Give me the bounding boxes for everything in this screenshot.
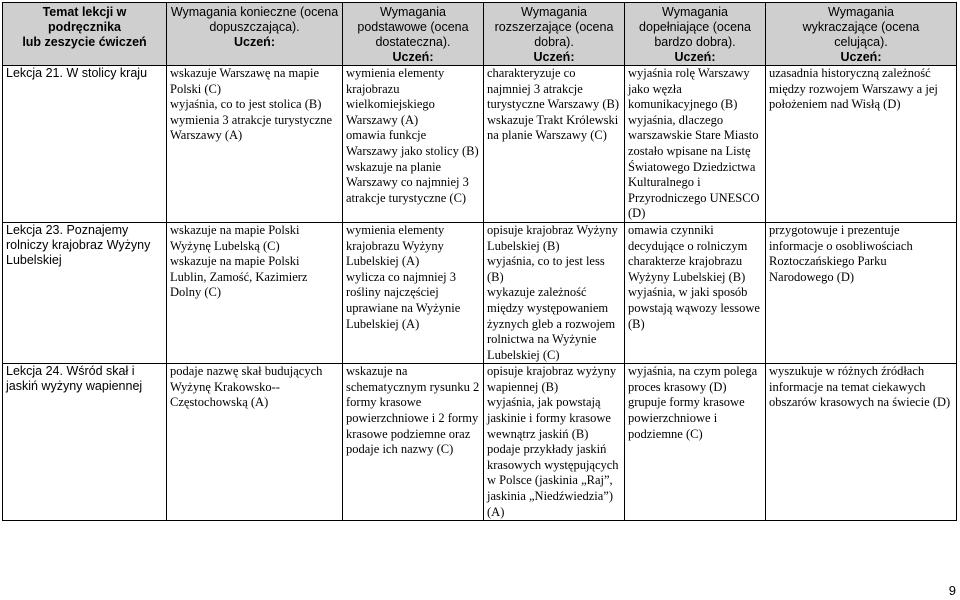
page-number: 9 xyxy=(948,583,956,598)
header-topic xyxy=(3,3,167,66)
requirements-cell-podstawowe xyxy=(343,222,484,363)
requirements-cell-rozszerzajace xyxy=(484,66,625,223)
requirements-cell-konieczne xyxy=(167,364,343,521)
lesson-topic: Lekcja 21. W stolicy kraju xyxy=(3,66,167,223)
requirement-item: przygotowuje i prezentuje informacje o osobliwościach Roztoczańskiego Parku Narodowego (D) xyxy=(769,222,913,284)
requirement-item: wyjaśnia, co to jest stolica (B) xyxy=(170,97,322,112)
requirement-item: uzasadnia historyczną zależność między rozwojem Warszawy a jej położeniem nad Wisłą (D) xyxy=(769,66,938,112)
requirement-item: wyjaśnia, w jaki sposób powstają wąwozy lessowe (B) xyxy=(628,285,760,331)
header-konieczne-line-2: dopuszczająca). xyxy=(209,20,300,34)
header-row xyxy=(3,3,957,66)
header-wykraczajace-line-3: celująca). xyxy=(834,35,888,49)
header-konieczne-line-1: Wymagania konieczne (ocena xyxy=(170,5,339,19)
header-konieczne xyxy=(167,3,343,66)
requirement-item: grupuje formy krasowe powierzchniowe i podziemne (C) xyxy=(628,395,745,441)
requirement-item: podaje przykłady jaskiń krasowych występujących w Polsce (jaskinia „Raj”, jaskinia „Niedźwiedzia”) (A) xyxy=(487,442,619,519)
header-dopelniajace-line-2: dopełniające (ocena xyxy=(639,20,751,34)
header-wykraczajace-line-2: wykraczające (ocena xyxy=(802,20,920,34)
requirement-item: wskazuje na planie Warszawy co najmniej 3 atrakcje turystyczne (C) xyxy=(346,159,469,205)
requirement-item: wymienia elementy krajobrazu Wyżyny Lubelskiej (A) xyxy=(346,222,445,269)
lesson-topic: Lekcja 24. Wśród skał i jaskiń wyżyny wapiennej xyxy=(3,364,167,521)
requirement-item: opisuje krajobraz Wyżyny Lubelskiej (B) xyxy=(487,222,618,253)
requirement-item: wskazuje na mapie Polski Lublin, Zamość, Kazimierz Dolny (C) xyxy=(170,254,308,300)
requirement-item: opisuje krajobraz wyżyny wapiennej (B) xyxy=(487,364,617,394)
header-rozszerzajace-line-3: dobra). xyxy=(534,35,574,49)
header-topic-line-1: Temat lekcji w podręcznika xyxy=(42,5,127,34)
requirement-item: wskazuje na mapie Polski Wyżynę Lubelską (C) xyxy=(170,222,300,253)
header-podstawowe-line-2: podstawowe (ocena xyxy=(357,20,469,34)
requirements-cell-dopelniajace xyxy=(625,364,766,521)
requirement-item: wylicza co najmniej 3 rośliny najczęściej uprawiane na Wyżynie Lubelskiej (A) xyxy=(346,269,461,331)
header-podstawowe xyxy=(343,3,484,66)
header-podstawowe-line-1: Wymagania xyxy=(380,5,446,19)
requirement-item: wyjaśnia, na czym polega proces krasowy (D) xyxy=(628,364,758,394)
header-podstawowe-line-3: dostateczna). xyxy=(375,35,451,49)
requirement-item: wyjaśnia, jak powstają jaskinie i formy krasowe wewnątrz jaskiń (B) xyxy=(487,395,611,441)
table-row xyxy=(3,222,957,363)
requirements-cell-konieczne xyxy=(167,66,343,223)
header-wykraczajace-uczen: Uczeń: xyxy=(840,50,882,64)
header-wykraczajace-line-1: Wymagania xyxy=(828,5,894,19)
header-rozszerzajace xyxy=(484,3,625,66)
requirements-cell-wykraczajace xyxy=(766,364,957,521)
requirement-item: omawia funkcje Warszawy jako stolicy (B) xyxy=(346,128,479,158)
requirements-cell-dopelniajace xyxy=(625,222,766,363)
header-rozszerzajace-uczen: Uczeń: xyxy=(533,50,575,64)
requirements-cell-konieczne xyxy=(167,222,343,363)
requirement-item: wymienia 3 atrakcje turystyczne Warszawy (A) xyxy=(170,112,333,143)
table-row xyxy=(3,364,957,521)
requirement-item: wyjaśnia rolę Warszawy jako węzła komunikacyjnego (B) xyxy=(628,66,750,112)
header-wykraczajace xyxy=(766,3,957,66)
header-topic-line-2: lub zeszycie ćwiczeń xyxy=(22,35,147,49)
requirements-cell-podstawowe xyxy=(343,66,484,223)
requirement-item: wyjaśnia, dlaczego warszawskie Stare Miasto zostało wpisane na Listę Światowego Dziedzictwa Kulturalnego i Przyrodniczego UNESCO (D) xyxy=(628,112,760,221)
requirement-item: wyjaśnia, co to jest less (B) xyxy=(487,254,605,284)
requirements-cell-podstawowe xyxy=(343,364,484,521)
header-rozszerzajace-line-2: rozszerzające (ocena xyxy=(494,20,614,34)
requirement-item: podaje nazwę skał budujących Wyżynę Krakowsko--Częstochowską (A) xyxy=(170,364,323,410)
requirement-item: omawia czynniki decydujące o rolniczym charakterze krajobrazu Wyżyny Lubelskiej (B) xyxy=(628,222,748,284)
header-dopelniajace-line-1: Wymagania xyxy=(662,5,728,19)
requirements-table xyxy=(2,2,957,521)
header-dopelniajace-line-3: bardzo dobra). xyxy=(654,35,736,49)
requirements-cell-wykraczajace xyxy=(766,222,957,363)
requirement-item: charakteryzuje co najmniej 3 atrakcje turystyczne Warszawy (B) xyxy=(487,66,620,112)
requirement-item: wymienia elementy krajobrazu wielkomiejskiego Warszawy (A) xyxy=(346,66,445,127)
requirement-item: wskazuje Trakt Królewski na planie Warszawy (C) xyxy=(487,112,619,143)
requirements-cell-dopelniajace xyxy=(625,66,766,223)
requirements-cell-rozszerzajace xyxy=(484,364,625,521)
requirement-item: wskazuje na schematycznym rysunku 2 formy krasowe powierzchniowe i 2 formy krasowe podziemne oraz podaje ich nazwy (C) xyxy=(346,364,480,457)
table-row xyxy=(3,66,957,223)
requirement-item: wskazuje Warszawę na mapie Polski (C) xyxy=(170,66,320,96)
header-podstawowe-uczen: Uczeń: xyxy=(392,50,434,64)
requirement-item: wykazuje zależność między występowaniem żyznych gleb a rozwojem rolnictwa na Wyżynie Lubelskiej (C) xyxy=(487,285,616,362)
header-rozszerzajace-line-1: Wymagania xyxy=(521,5,587,19)
header-dopelniajace-uczen: Uczeń: xyxy=(674,50,716,64)
requirements-cell-rozszerzajace xyxy=(484,222,625,363)
requirements-cell-wykraczajace xyxy=(766,66,957,223)
lesson-topic: Lekcja 23. Poznajemy rolniczy krajobraz Wyżyny Lubelskiej xyxy=(3,222,167,363)
requirement-item: wyszukuje w różnych źródłach informacje na temat ciekawych obszarów krasowych na świecie (D) xyxy=(769,364,951,410)
header-konieczne-uczen: Uczeń: xyxy=(234,35,275,49)
header-dopelniajace xyxy=(625,3,766,66)
